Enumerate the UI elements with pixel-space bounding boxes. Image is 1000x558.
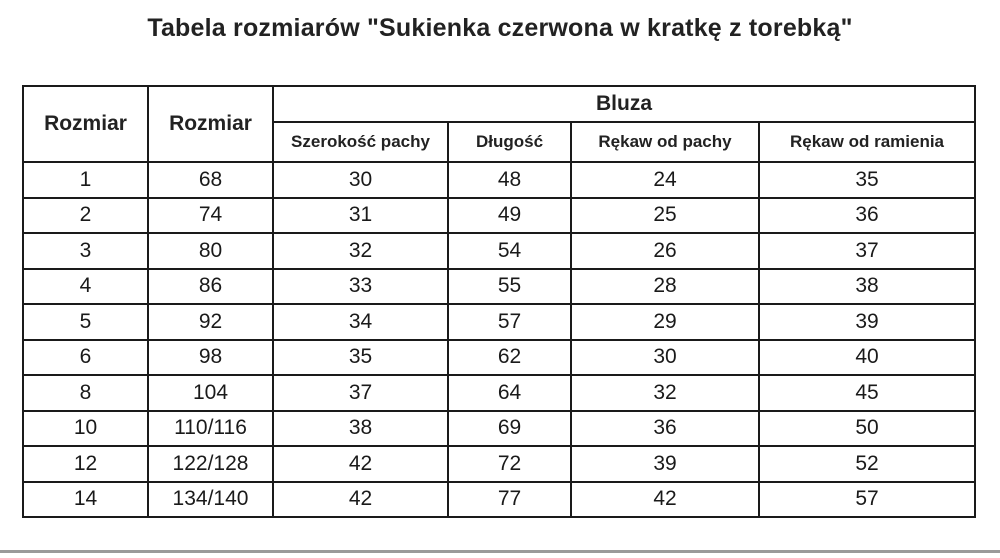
table-cell: 25 [571,198,759,234]
table-row [23,162,975,198]
table-cell: 36 [571,411,759,447]
table-row [23,304,975,340]
table-cell: 35 [759,162,975,198]
table-cell: 30 [571,340,759,376]
table-cell: 57 [759,482,975,518]
table-cell: 39 [571,446,759,482]
bottom-divider [0,550,1000,553]
table-cell: 3 [23,233,148,269]
table-cell: 45 [759,375,975,411]
table-cell: 36 [759,198,975,234]
table-cell: 4 [23,269,148,305]
table-cell: 10 [23,411,148,447]
table-cell: 98 [148,340,273,376]
table-cell: 86 [148,269,273,305]
table-cell: 134/140 [148,482,273,518]
table-cell: 39 [759,304,975,340]
table-cell: 52 [759,446,975,482]
table-cell: 55 [448,269,571,305]
table-cell: 110/116 [148,411,273,447]
table-cell: 5 [23,304,148,340]
table-cell: 54 [448,233,571,269]
table-row [23,269,975,305]
table-cell: 28 [571,269,759,305]
size-table [22,85,976,518]
table-cell: 72 [448,446,571,482]
table-row [23,446,975,482]
table-cell: 64 [448,375,571,411]
table-cell: 26 [571,233,759,269]
table-cell: 62 [448,340,571,376]
table-cell: 34 [273,304,448,340]
table-row [23,375,975,411]
header-row-group [23,86,975,122]
table-cell: 2 [23,198,148,234]
table-cell: 38 [273,411,448,447]
table-cell: 57 [448,304,571,340]
table-cell: 49 [448,198,571,234]
table-row [23,482,975,518]
table-cell: 35 [273,340,448,376]
table-cell: 48 [448,162,571,198]
table-row [23,340,975,376]
table-cell: 77 [448,482,571,518]
column-header-size-cm: Rozmiar [148,86,273,162]
table-cell: 69 [448,411,571,447]
table-cell: 92 [148,304,273,340]
table-cell: 42 [571,482,759,518]
table-cell: 37 [759,233,975,269]
table-row [23,411,975,447]
table-cell: 33 [273,269,448,305]
table-cell: 32 [273,233,448,269]
table-cell: 24 [571,162,759,198]
table-cell: 42 [273,446,448,482]
table-cell: 6 [23,340,148,376]
column-header-sleeve-from-armpit: Rękaw od pachy [571,122,759,162]
table-cell: 38 [759,269,975,305]
table-cell: 37 [273,375,448,411]
column-header-armpit-width: Szerokość pachy [273,122,448,162]
group-header-bluza: Bluza [273,86,975,122]
table-cell: 30 [273,162,448,198]
table-cell: 14 [23,482,148,518]
column-header-size: Rozmiar [23,86,148,162]
page-title: Tabela rozmiarów "Sukienka czerwona w kratkę z torebką" [147,14,853,42]
table-cell: 12 [23,446,148,482]
table-cell: 50 [759,411,975,447]
column-header-length: Długość [448,122,571,162]
table-cell: 122/128 [148,446,273,482]
column-header-sleeve-from-shoulder: Rękaw od ramienia [759,122,975,162]
table-cell: 32 [571,375,759,411]
table-row [23,233,975,269]
table-row [23,198,975,234]
table-cell: 40 [759,340,975,376]
table-cell: 31 [273,198,448,234]
table-cell: 1 [23,162,148,198]
table-cell: 42 [273,482,448,518]
table-cell: 104 [148,375,273,411]
table-cell: 80 [148,233,273,269]
table-cell: 8 [23,375,148,411]
table-cell: 74 [148,198,273,234]
table-cell: 68 [148,162,273,198]
table-cell: 29 [571,304,759,340]
